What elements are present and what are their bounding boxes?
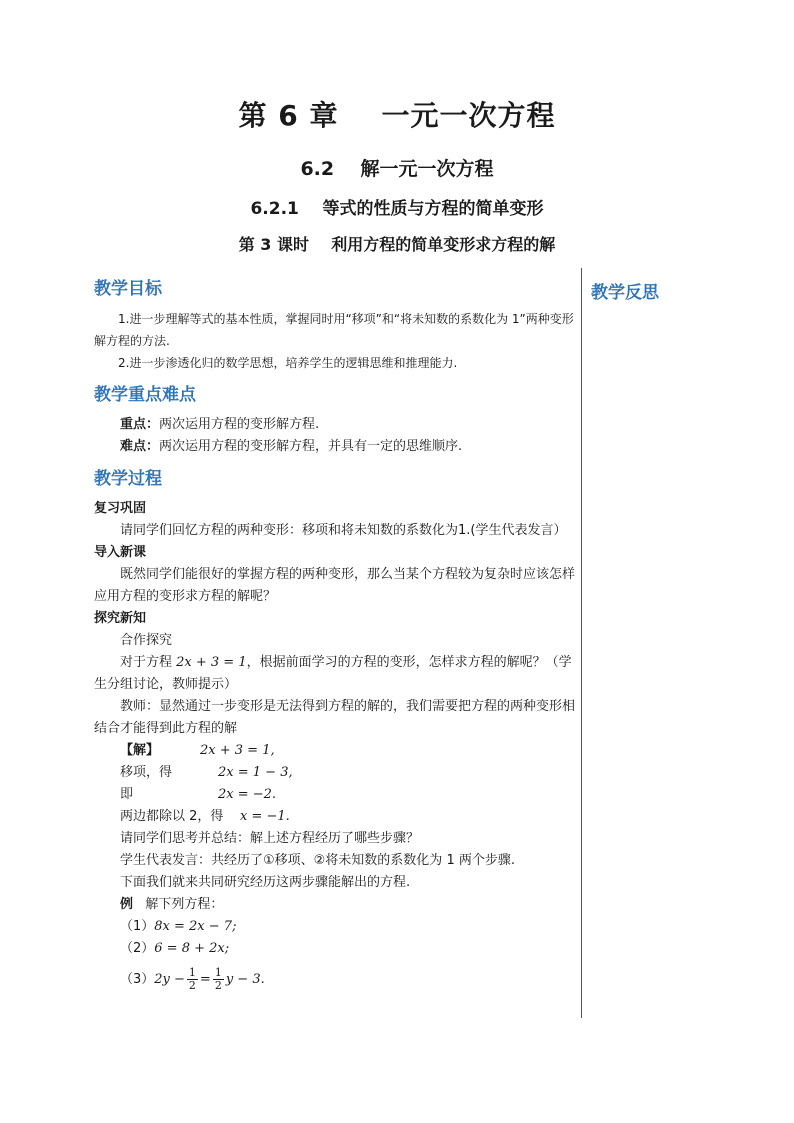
hard-point — [94, 436, 580, 458]
lesson-title: 第 3 课时 利用方程的简单变形求方程的解 — [238, 235, 556, 254]
intro-heading: 导入新课 — [94, 545, 147, 560]
process-heading: 教学过程 — [94, 469, 162, 489]
think-text: 请同学们思考并总结：解上述方程经历了哪些步骤？ — [120, 831, 420, 846]
section-title: 6.2 解一元一次方程 — [300, 158, 494, 180]
solution-eq3: x = −1. — [240, 809, 290, 824]
student-text: 学生代表发言：共经历了①移项、②将未知数的系数化为 1 两个步骤. — [120, 853, 515, 868]
problem-number: （2） — [120, 941, 155, 956]
explore-heading: 探究新知 — [94, 611, 147, 626]
problem-equation: 8x = 2x − 7; — [154, 919, 237, 934]
teacher-text: 教师：显然通过一步变形是无法得到方程的解的，我们需要把方程的两种变形相结合才能得到此方程的解 — [94, 699, 576, 736]
hard-label: 难点： — [120, 439, 160, 454]
step3-label: 两边都除以 2，得 — [120, 809, 224, 824]
problem3-equals: = — [199, 972, 211, 987]
example-text: 解下列方程： — [145, 897, 224, 912]
objectives-heading: 教学目标 — [94, 279, 162, 299]
key-text: 两次运用方程的变形解方程. — [159, 417, 320, 432]
fraction-numerator: 1 — [214, 966, 222, 979]
fraction — [187, 967, 198, 992]
key-point — [94, 414, 580, 436]
question-pre: 对于方程 — [120, 655, 177, 670]
coop-label: 合作探究 — [120, 633, 173, 648]
problem3-right: y − 3. — [225, 972, 265, 987]
explore-question — [94, 652, 580, 696]
hard-text: 两次运用方程的变形解方程，并具有一定的思维顺序. — [159, 439, 463, 454]
solution-row — [94, 762, 580, 784]
example-label: 例 — [120, 897, 134, 912]
objective-item: 2.进一步渗透化归的数学思想，培养学生的逻辑思维和推理能力. — [118, 356, 458, 370]
fraction-denominator: 2 — [214, 979, 222, 992]
step1-label: 移项，得 — [120, 765, 173, 780]
question-post: ，根据前面学习的方程的变形，怎样求方程的解呢？（学生分组讨论，教师提示） — [94, 655, 572, 692]
problem-item — [94, 964, 580, 996]
key-label: 重点： — [120, 417, 160, 432]
next-text: 下面我们就来共同研究经历这两步骤能解出的方程. — [120, 875, 411, 890]
problem-item — [94, 938, 580, 960]
step2-label: 即 — [120, 787, 134, 802]
problem3-left: 2y − — [154, 972, 185, 987]
subsection-title: 6.2.1 等式的性质与方程的简单变形 — [250, 199, 544, 219]
keypoints-heading: 教学重点难点 — [94, 385, 196, 405]
intro-text: 既然同学们能很好的掌握方程的两种变形，那么当某个方程较为复杂时应该怎样应用方程的变形求方程的解呢？ — [94, 567, 576, 604]
solution-row — [94, 784, 580, 806]
solution-label: 【解】 — [120, 743, 160, 758]
problem-equation: 6 = 8 + 2x; — [154, 941, 230, 956]
fraction — [213, 967, 224, 992]
problem-number: （1） — [120, 919, 155, 934]
solution-eq1: 2x = 1 − 3, — [218, 765, 293, 780]
problem-item — [94, 916, 580, 938]
objective-item: 1.进一步理解等式的基本性质，掌握同时用“移项”和“将未知数的系数化为 1”两种变形解方程的方法. — [94, 312, 574, 348]
main-column — [94, 276, 580, 996]
solution-row — [94, 740, 580, 762]
question-equation: 2x + 3 = 1 — [176, 655, 247, 670]
example-line — [94, 894, 580, 916]
review-heading: 复习巩固 — [94, 501, 147, 516]
chapter-title: 第 6 章 一元一次方程 — [238, 99, 556, 132]
reflection-heading: 教学反思 — [591, 283, 659, 303]
column-divider — [581, 268, 582, 1018]
solution-row — [94, 806, 580, 828]
fraction-denominator: 2 — [188, 979, 196, 992]
solution-eq0: 2x + 3 = 1, — [200, 743, 275, 758]
review-text: 请同学们回忆方程的两种变形：移项和将未知数的系数化为1.(学生代表发言） — [120, 523, 567, 538]
solution-eq2: 2x = −2. — [218, 787, 277, 802]
fraction-numerator: 1 — [188, 966, 196, 979]
problem-number: （3） — [120, 972, 155, 987]
